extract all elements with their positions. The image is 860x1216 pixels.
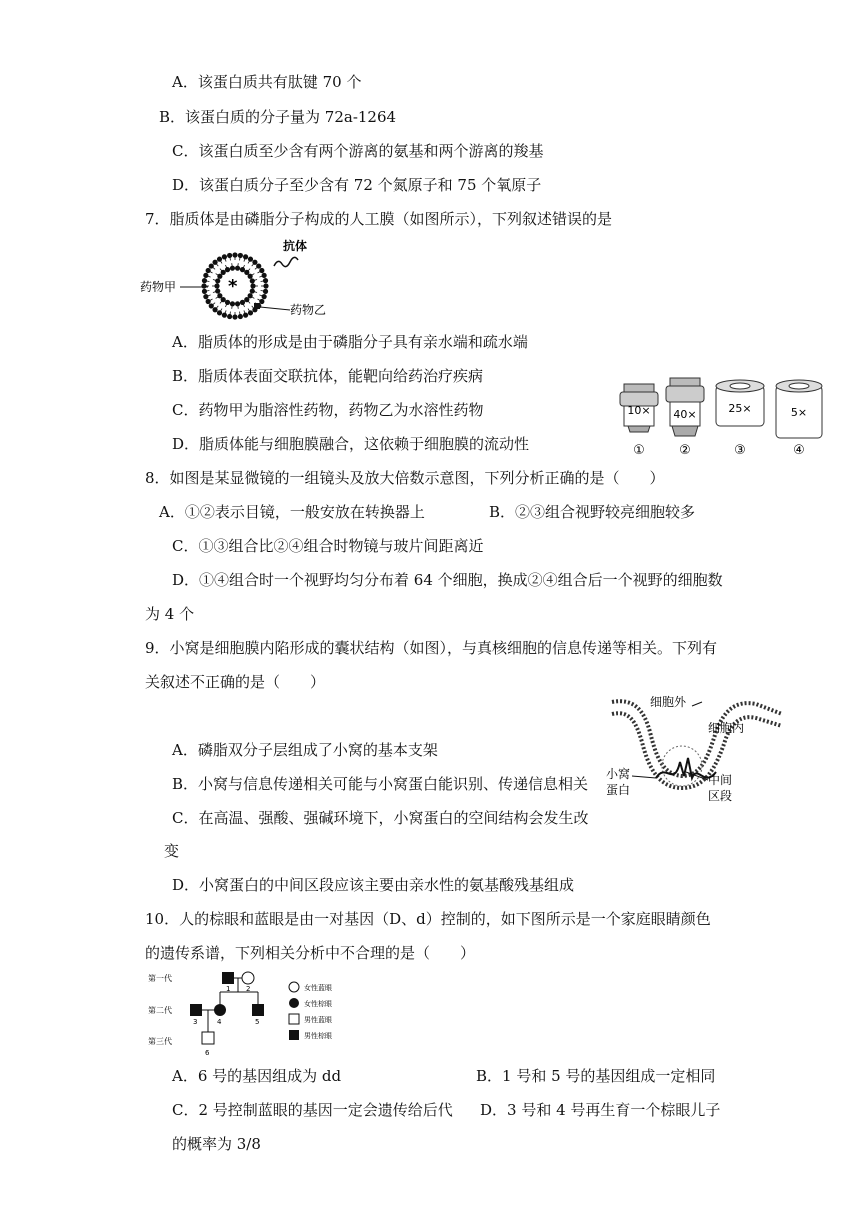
drug-b-square-icon bbox=[254, 303, 260, 309]
phospholipid-head bbox=[259, 268, 264, 273]
q9-stem-line1: 9．小窝是细胞膜内陷形成的囊状结构（如图），与真核细胞的信息传递等相关。下列有 bbox=[145, 639, 718, 657]
q10-option-b: B．1 号和 5 号的基因组成一定相同 bbox=[476, 1067, 716, 1085]
lens-1-num: ① bbox=[633, 443, 645, 458]
q10-option-c: C．2 号控制蓝眼的基因一定会遗传给后代 bbox=[172, 1101, 453, 1119]
legend-female-brown-icon bbox=[289, 998, 299, 1008]
svg-text:2: 2 bbox=[246, 985, 251, 993]
legend-female-brown: 女性棕眼 bbox=[304, 1000, 332, 1008]
q8-stem: 8．如图是某显微镜的一组镜头及放大倍数示意图，下列分析正确的是（ ） bbox=[145, 469, 665, 487]
legend-female-blue-icon bbox=[289, 982, 299, 992]
label-mid-2: 区段 bbox=[708, 789, 733, 803]
q6-option-d: D．该蛋白质分子至少含有 72 个氮原子和 75 个氧原子 bbox=[172, 176, 542, 194]
legend-male-blue-icon bbox=[289, 1014, 299, 1024]
svg-text:3: 3 bbox=[193, 1018, 198, 1026]
q9-option-d: D．小窝蛋白的中间区段应该主要由亲水性的氨基酸残基组成 bbox=[172, 876, 575, 894]
person-4-female-brown bbox=[214, 1004, 226, 1016]
drug-a-label: 药物甲 bbox=[140, 280, 177, 294]
q9-stem-line2: 关叙述不正确的是（ ） bbox=[145, 673, 326, 691]
phospholipid-head bbox=[248, 257, 253, 262]
gen3-label: 第三代 bbox=[148, 1037, 172, 1046]
antibody-icon bbox=[274, 257, 298, 266]
person-1-male-brown bbox=[222, 972, 234, 984]
legend-female-blue: 女性蓝眼 bbox=[304, 984, 332, 992]
q8-option-d-line1: D．①④组合时一个视野均匀分布着 64 个细胞，换成②④组合后一个视野的细胞数 bbox=[172, 571, 723, 589]
q10-option-d-line2: 的概率为 3/8 bbox=[172, 1135, 261, 1153]
liposome-figure bbox=[140, 236, 330, 326]
q7-option-c: C．药物甲为脂溶性药物，药物乙为水溶性药物 bbox=[172, 401, 484, 419]
phospholipid-head bbox=[217, 257, 222, 262]
q7-option-d: D．脂质体能与细胞膜融合，这依赖于细胞膜的流动性 bbox=[172, 435, 530, 453]
q7-option-b: B．脂质体表面交联抗体，能靶向给药治疗疾病 bbox=[172, 367, 484, 385]
q8-option-a: A．①②表示目镜，一般安放在转换器上 bbox=[159, 503, 425, 521]
legend-male-brown: 男性棕眼 bbox=[304, 1032, 332, 1040]
q8-option-d-line2: 为 4 个 bbox=[145, 605, 195, 623]
q10-option-d-line1: D．3 号和 4 号再生育一个棕眼儿子 bbox=[480, 1101, 721, 1119]
q7-stem: 7．脂质体是由磷脂分子构成的人工膜（如图所示），下列叙述错误的是 bbox=[145, 210, 613, 228]
person-6-male-blue bbox=[202, 1032, 214, 1044]
lens-2-mag: 40× bbox=[673, 408, 697, 421]
svg-text:5: 5 bbox=[255, 1018, 260, 1026]
person-3-male-brown bbox=[190, 1004, 202, 1016]
svg-text:1: 1 bbox=[226, 985, 231, 993]
q6-option-a: A．该蛋白质共有肽键 70 个 bbox=[172, 73, 362, 91]
q9-option-b: B．小窝与信息传递相关可能与小窝蛋白能识别、传递信息相关 bbox=[172, 775, 589, 793]
lens-1-mag: 10× bbox=[627, 404, 651, 417]
q10-stem-line2: 的遗传系谱，下列相关分析中不合理的是（ ） bbox=[145, 944, 476, 962]
lens-3-mag: 25× bbox=[728, 402, 752, 415]
gen1-label: 第一代 bbox=[148, 974, 172, 983]
lens-4-mag: 5× bbox=[790, 406, 808, 419]
phospholipid-head bbox=[250, 278, 255, 283]
antibody-label: 抗体 bbox=[283, 239, 308, 253]
lens-3-num: ③ bbox=[734, 443, 746, 458]
label-mid-1: 中间 bbox=[708, 773, 733, 787]
q9-option-c-line1: C．在高温、强酸、强碱环境下，小窝蛋白的空间结构会发生改 bbox=[172, 809, 589, 827]
person-2-female-blue bbox=[242, 972, 254, 984]
q6-option-c: C．该蛋白质至少含有两个游离的氨基和两个游离的羧基 bbox=[172, 142, 544, 160]
phospholipid-head bbox=[259, 299, 264, 304]
q6-option-b: B．该蛋白质的分子量为 72a-1264 bbox=[159, 108, 397, 126]
objective-lens-2-icon bbox=[666, 378, 704, 436]
phospholipid-head bbox=[248, 310, 253, 315]
lens-2-num: ② bbox=[679, 443, 691, 458]
q10-option-a: A．6 号的基因组成为 dd bbox=[172, 1067, 342, 1085]
q8-option-c: C．①③组合比②④组合时物镜与玻片间距离近 bbox=[172, 537, 484, 555]
lens-4-num: ④ bbox=[793, 443, 805, 458]
svg-text:*: * bbox=[228, 276, 238, 297]
person-5-male-brown bbox=[252, 1004, 264, 1016]
svg-text:6: 6 bbox=[205, 1049, 210, 1057]
q7-option-a: A．脂质体的形成是由于磷脂分子具有亲水端和疏水端 bbox=[172, 333, 528, 351]
q9-option-c-line2: 变 bbox=[164, 842, 180, 860]
gen2-label: 第二代 bbox=[148, 1006, 172, 1015]
lens-figure bbox=[612, 372, 830, 462]
phospholipid-head bbox=[215, 278, 220, 283]
svg-text:4: 4 bbox=[217, 1018, 222, 1026]
drug-b-label: 药物乙 bbox=[290, 303, 327, 317]
legend-male-brown-icon bbox=[289, 1030, 299, 1040]
legend-male-blue: 男性蓝眼 bbox=[304, 1016, 332, 1024]
label-inside: 细胞内 bbox=[708, 721, 745, 735]
phospholipid-head bbox=[217, 310, 222, 315]
label-protein-1: 小窝 bbox=[606, 767, 631, 781]
q8-option-b: B．②③组合视野较亮细胞较多 bbox=[489, 503, 696, 521]
pedigree-figure bbox=[144, 966, 344, 1060]
caveola-figure bbox=[606, 692, 790, 808]
label-protein-2: 蛋白 bbox=[606, 783, 631, 797]
label-outside: 细胞外 bbox=[650, 695, 687, 709]
q9-option-a: A．磷脂双分子层组成了小窝的基本支架 bbox=[172, 741, 438, 759]
q10-stem-line1: 10．人的棕眼和蓝眼是由一对基因（D、d）控制的，如下图所示是一个家庭眼睛颜色 bbox=[145, 910, 711, 928]
